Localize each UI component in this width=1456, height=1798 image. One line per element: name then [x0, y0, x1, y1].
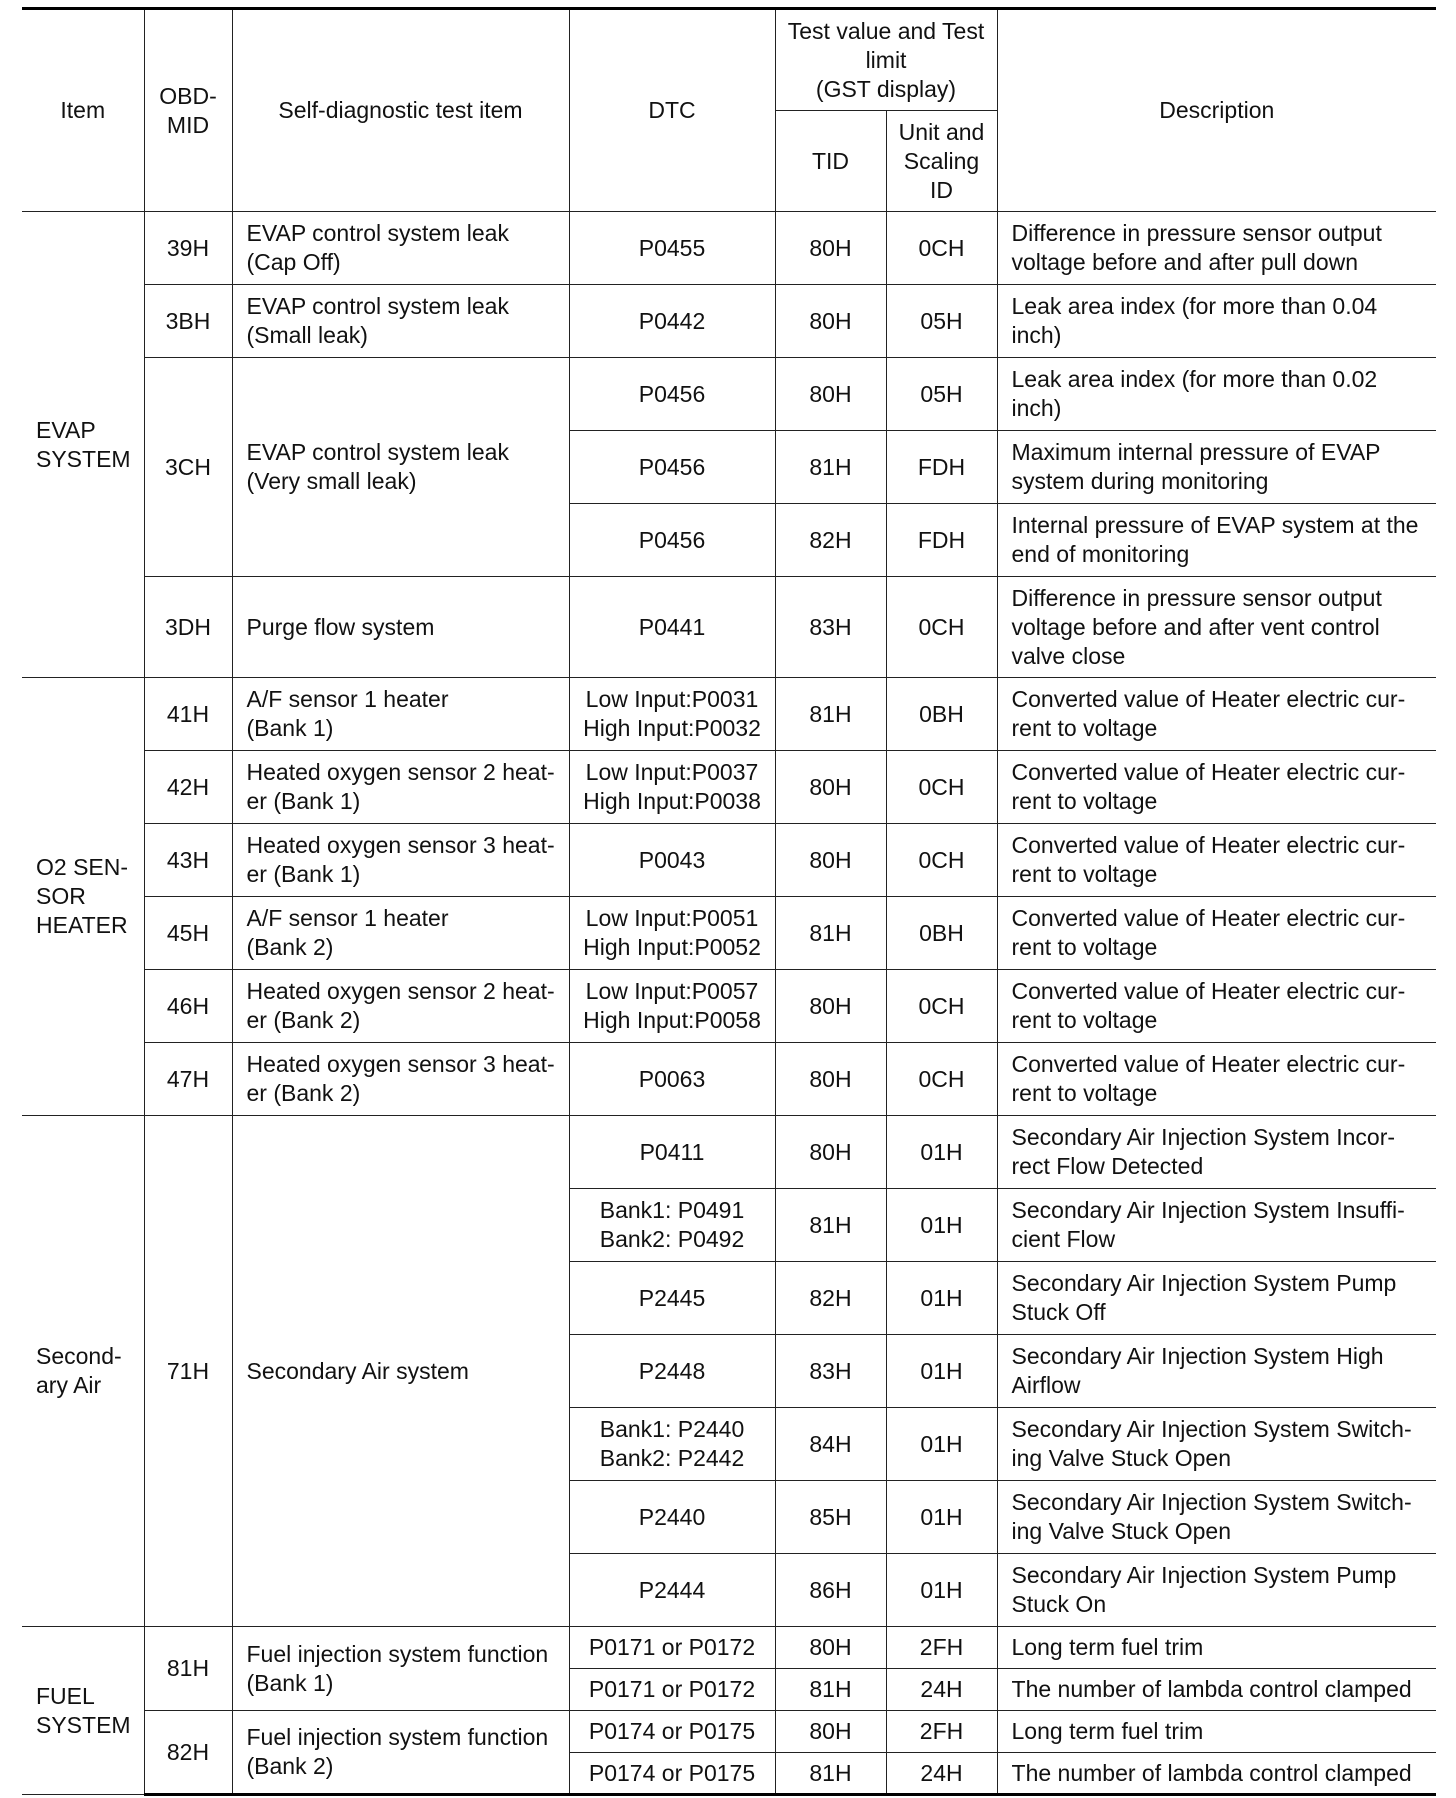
row-tid: 84H: [775, 1408, 886, 1481]
row-obd-mid: 3CH: [144, 358, 232, 577]
row-obd-mid: 42H: [144, 751, 232, 824]
row-dtc: P0455: [569, 212, 775, 285]
row-obd-mid: 3BH: [144, 285, 232, 358]
row-test-item: Fuel injection system function (Bank 2): [232, 1711, 569, 1795]
row-dtc: P0441: [569, 577, 775, 678]
row-description: Converted value of Heater electric cur-rent to voltage: [997, 1043, 1436, 1116]
row-unit: 24H: [886, 1753, 997, 1795]
header-obd-mid: OBD- MID: [144, 9, 232, 212]
row-tid: 81H: [775, 678, 886, 751]
row-tid: 80H: [775, 358, 886, 431]
row-test-item: Purge flow system: [232, 577, 569, 678]
row-dtc: P0171 or P0172: [569, 1669, 775, 1711]
row-dtc: P0442: [569, 285, 775, 358]
row-description: The number of lambda control clamped: [997, 1753, 1436, 1795]
row-dtc: Bank1: P2440 Bank2: P2442: [569, 1408, 775, 1481]
row-tid: 81H: [775, 1669, 886, 1711]
row-test-item: Heated oxygen sensor 3 heat-er (Bank 1): [232, 824, 569, 897]
header-unit-scaling-id: Unit and Scaling ID: [886, 111, 997, 212]
row-tid: 81H: [775, 897, 886, 970]
row-unit: 01H: [886, 1408, 997, 1481]
row-tid: 80H: [775, 212, 886, 285]
row-obd-mid: 3DH: [144, 577, 232, 678]
row-tid: 85H: [775, 1481, 886, 1554]
row-unit: 0CH: [886, 751, 997, 824]
row-dtc: Low Input:P0057 High Input:P0058: [569, 970, 775, 1043]
row-obd-mid: 81H: [144, 1627, 232, 1711]
row-dtc: P0411: [569, 1116, 775, 1189]
row-dtc: P0171 or P0172: [569, 1627, 775, 1669]
row-unit: 01H: [886, 1481, 997, 1554]
row-unit: FDH: [886, 504, 997, 577]
row-unit: 01H: [886, 1189, 997, 1262]
group-evap-system: EVAP SYSTEM: [22, 212, 144, 678]
row-test-item: Heated oxygen sensor 2 heat-er (Bank 1): [232, 751, 569, 824]
row-tid: 80H: [775, 1711, 886, 1753]
row-obd-mid: 71H: [144, 1116, 232, 1627]
row-tid: 80H: [775, 285, 886, 358]
row-test-item: Fuel injection system function (Bank 1): [232, 1627, 569, 1711]
row-unit: 2FH: [886, 1711, 997, 1753]
row-dtc: P0174 or P0175: [569, 1711, 775, 1753]
row-test-item: A/F sensor 1 heater (Bank 1): [232, 678, 569, 751]
row-obd-mid: 41H: [144, 678, 232, 751]
row-obd-mid: 47H: [144, 1043, 232, 1116]
row-obd-mid: 82H: [144, 1711, 232, 1795]
row-tid: 80H: [775, 1043, 886, 1116]
row-tid: 83H: [775, 1335, 886, 1408]
row-tid: 81H: [775, 431, 886, 504]
row-description: Long term fuel trim: [997, 1711, 1436, 1753]
row-description: Difference in pressure sensor output voltage before and after vent control valve close: [997, 577, 1436, 678]
row-description: Converted value of Heater electric cur-rent to voltage: [997, 678, 1436, 751]
row-description: Difference in pressure sensor output voltage before and after pull down: [997, 212, 1436, 285]
row-description: Internal pressure of EVAP system at the end of monitoring: [997, 504, 1436, 577]
row-description: Leak area index (for more than 0.04 inch): [997, 285, 1436, 358]
row-unit: 0BH: [886, 897, 997, 970]
row-obd-mid: 43H: [144, 824, 232, 897]
row-tid: 82H: [775, 504, 886, 577]
row-obd-mid: 45H: [144, 897, 232, 970]
row-tid: 80H: [775, 970, 886, 1043]
obd-test-table: [22, 7, 1436, 1796]
row-description: Leak area index (for more than 0.02 inch): [997, 358, 1436, 431]
row-unit: 01H: [886, 1554, 997, 1627]
row-test-item: EVAP control system leak (Very small leak): [232, 358, 569, 577]
row-tid: 80H: [775, 1116, 886, 1189]
row-description: Secondary Air Injection System Switch-ing Valve Stuck Open: [997, 1481, 1436, 1554]
row-test-item: Heated oxygen sensor 2 heat-er (Bank 2): [232, 970, 569, 1043]
row-dtc: P0174 or P0175: [569, 1753, 775, 1795]
header-item: Item: [22, 9, 144, 212]
row-unit: 0CH: [886, 824, 997, 897]
row-dtc: P0456: [569, 431, 775, 504]
row-tid: 80H: [775, 751, 886, 824]
row-dtc: Bank1: P0491 Bank2: P0492: [569, 1189, 775, 1262]
row-description: Long term fuel trim: [997, 1627, 1436, 1669]
row-dtc: P0063: [569, 1043, 775, 1116]
row-dtc: P0043: [569, 824, 775, 897]
row-obd-mid: 39H: [144, 212, 232, 285]
row-description: Converted value of Heater electric cur-rent to voltage: [997, 897, 1436, 970]
row-dtc: P2440: [569, 1481, 775, 1554]
header-dtc: DTC: [569, 9, 775, 212]
group-o2-sensor-heater: O2 SEN- SOR HEATER: [22, 678, 144, 1116]
row-unit: 0BH: [886, 678, 997, 751]
header-test-value: Test value and Test limit (GST display): [775, 9, 997, 111]
row-dtc: Low Input:P0037 High Input:P0038: [569, 751, 775, 824]
group-fuel-system: FUEL SYSTEM: [22, 1627, 144, 1795]
group-secondary-air: Second- ary Air: [22, 1116, 144, 1627]
row-description: Secondary Air Injection System Pump Stuck On: [997, 1554, 1436, 1627]
row-description: Secondary Air Injection System Switch-ing Valve Stuck Open: [997, 1408, 1436, 1481]
row-test-item: EVAP control system leak (Cap Off): [232, 212, 569, 285]
row-dtc: P2448: [569, 1335, 775, 1408]
row-tid: 82H: [775, 1262, 886, 1335]
row-test-item: Heated oxygen sensor 3 heat-er (Bank 2): [232, 1043, 569, 1116]
header-test-item: Self-diagnostic test item: [232, 9, 569, 212]
row-tid: 81H: [775, 1189, 886, 1262]
row-unit: 01H: [886, 1262, 997, 1335]
row-tid: 80H: [775, 824, 886, 897]
row-description: Maximum internal pressure of EVAP system during monitoring: [997, 431, 1436, 504]
row-description: Converted value of Heater electric cur-rent to voltage: [997, 751, 1436, 824]
row-unit: 0CH: [886, 1043, 997, 1116]
row-description: Secondary Air Injection System Insuffi-cient Flow: [997, 1189, 1436, 1262]
row-dtc: P0456: [569, 358, 775, 431]
row-unit: 2FH: [886, 1627, 997, 1669]
row-unit: 05H: [886, 358, 997, 431]
row-description: Converted value of Heater electric cur-rent to voltage: [997, 824, 1436, 897]
row-description: Secondary Air Injection System High Airflow: [997, 1335, 1436, 1408]
row-obd-mid: 46H: [144, 970, 232, 1043]
row-unit: 0CH: [886, 212, 997, 285]
row-unit: FDH: [886, 431, 997, 504]
row-test-item: EVAP control system leak (Small leak): [232, 285, 569, 358]
row-tid: 80H: [775, 1627, 886, 1669]
row-dtc: P0456: [569, 504, 775, 577]
row-test-item: Secondary Air system: [232, 1116, 569, 1627]
row-unit: 01H: [886, 1335, 997, 1408]
row-tid: 86H: [775, 1554, 886, 1627]
row-dtc: Low Input:P0051 High Input:P0052: [569, 897, 775, 970]
header-tid: TID: [775, 111, 886, 212]
row-dtc: P2445: [569, 1262, 775, 1335]
row-description: The number of lambda control clamped: [997, 1669, 1436, 1711]
row-description: Secondary Air Injection System Incor-rect Flow Detected: [997, 1116, 1436, 1189]
row-dtc: Low Input:P0031 High Input:P0032: [569, 678, 775, 751]
row-unit: 24H: [886, 1669, 997, 1711]
row-unit: 05H: [886, 285, 997, 358]
row-tid: 81H: [775, 1753, 886, 1795]
row-unit: 0CH: [886, 970, 997, 1043]
row-tid: 83H: [775, 577, 886, 678]
row-description: Secondary Air Injection System Pump Stuck Off: [997, 1262, 1436, 1335]
row-dtc: P2444: [569, 1554, 775, 1627]
header-description: Description: [997, 9, 1436, 212]
row-unit: 01H: [886, 1116, 997, 1189]
row-description: Converted value of Heater electric cur-rent to voltage: [997, 970, 1436, 1043]
row-unit: 0CH: [886, 577, 997, 678]
row-test-item: A/F sensor 1 heater (Bank 2): [232, 897, 569, 970]
